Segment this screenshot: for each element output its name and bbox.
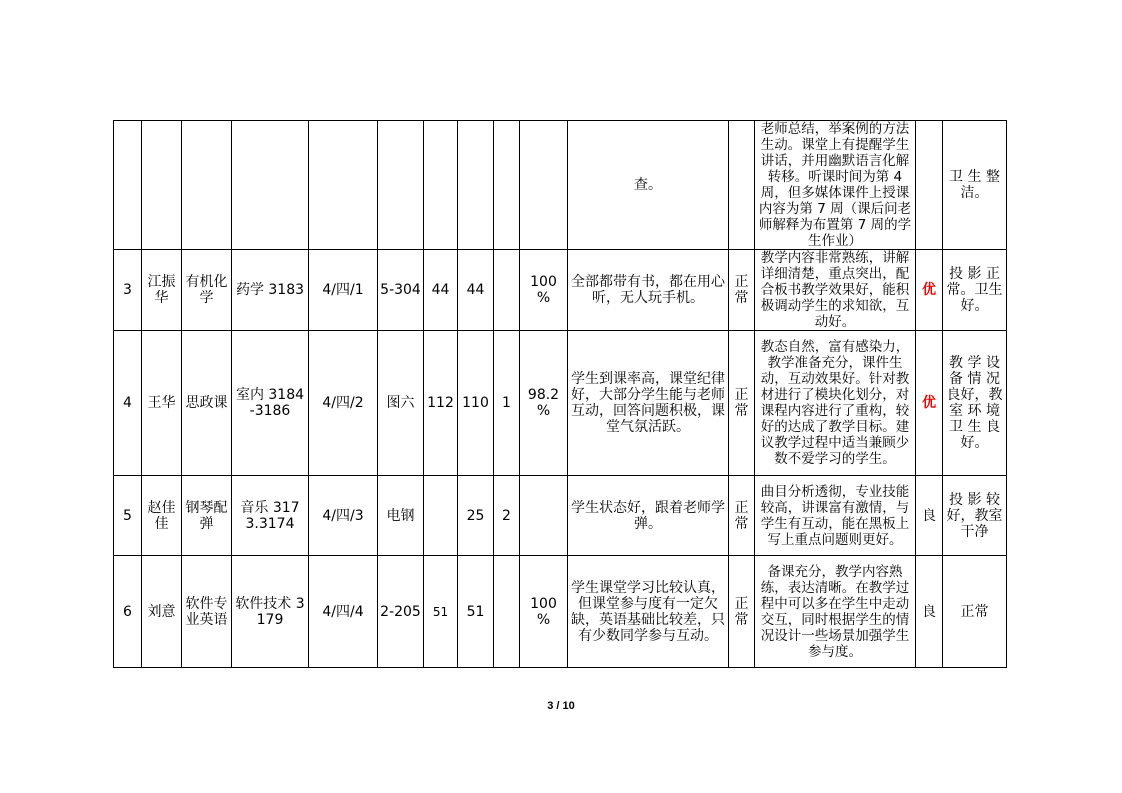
cell-environment: 正常 — [943, 556, 1007, 668]
cell-class: 室内 3184-3186 — [232, 331, 309, 476]
cell-rate — [520, 121, 568, 250]
cell-grade: 优 — [916, 250, 943, 331]
cell-discipline: 查。 — [568, 121, 729, 250]
cell-course: 钢琴配弹 — [182, 476, 232, 556]
table-row — [114, 476, 1007, 556]
cell-expected: 51 — [424, 556, 458, 668]
cell-rate: 100 % — [520, 556, 568, 668]
cell-course — [182, 121, 232, 250]
cell-environment: 投 影 正 常。卫生好。 — [943, 250, 1007, 331]
cell-grade: 良 — [916, 556, 943, 668]
cell-present: 44 — [458, 250, 494, 331]
cell-expected: 44 — [424, 250, 458, 331]
cell-order — [729, 121, 755, 250]
cell-no: 4 — [114, 331, 142, 476]
cell-absent — [494, 121, 520, 250]
cell-present: 25 — [458, 476, 494, 556]
table-row — [114, 250, 1007, 331]
cell-class: 音乐 3173.3174 — [232, 476, 309, 556]
cell-time: 4/四/3 — [309, 476, 378, 556]
cell-grade: 良 — [916, 476, 943, 556]
cell-remark: 老师总结，举案例的方法生动。课堂上有提醒学生讲话，并用幽默语言化解转移。听课时间为第 4 周，但多媒体课件上授课内容为第 7 周（课后问老师解释为布置第 7 周的学生作业） — [755, 121, 916, 250]
cell-course: 软件专业英语 — [182, 556, 232, 668]
cell-absent: 1 — [494, 331, 520, 476]
table-row — [114, 556, 1007, 668]
lecture-evaluation-table — [113, 120, 1007, 668]
cell-order: 正常 — [729, 250, 755, 331]
cell-room: 图六 — [378, 331, 424, 476]
cell-present: 51 — [458, 556, 494, 668]
cell-no — [114, 121, 142, 250]
cell-no: 3 — [114, 250, 142, 331]
cell-discipline: 学生课堂学习比较认真，但课堂参与度有一定欠缺，英语基础比较差，只有少数同学参与互动。 — [568, 556, 729, 668]
cell-teacher: 王华 — [142, 331, 182, 476]
cell-remark: 备课充分，教学内容熟练，表达清晰。在教学过程中可以多在学生中走动交互，同时根据学生的情况设计一些场景加强学生参与度。 — [755, 556, 916, 668]
cell-present: 110 — [458, 331, 494, 476]
cell-order: 正常 — [729, 476, 755, 556]
cell-no: 5 — [114, 476, 142, 556]
cell-time: 4/四/2 — [309, 331, 378, 476]
cell-teacher: 刘意 — [142, 556, 182, 668]
cell-discipline: 学生到课率高，课堂纪律好，大部分学生能与老师互动，回答问题积极，课堂气氛活跃。 — [568, 331, 729, 476]
table-row — [114, 331, 1007, 476]
cell-rate — [520, 476, 568, 556]
table-row-continuation — [114, 121, 1007, 250]
cell-course: 思政课 — [182, 331, 232, 476]
cell-expected: 112 — [424, 331, 458, 476]
cell-room — [378, 121, 424, 250]
cell-grade: 优 — [916, 331, 943, 476]
cell-class: 软件技术 3179 — [232, 556, 309, 668]
cell-absent — [494, 556, 520, 668]
cell-course: 有机化学 — [182, 250, 232, 331]
cell-order: 正常 — [729, 331, 755, 476]
cell-time: 4/四/1 — [309, 250, 378, 331]
cell-time: 4/四/4 — [309, 556, 378, 668]
cell-discipline: 学生状态好，跟着老师学弹。 — [568, 476, 729, 556]
cell-absent — [494, 250, 520, 331]
cell-order: 正常 — [729, 556, 755, 668]
cell-class — [232, 121, 309, 250]
cell-discipline: 全部都带有书，都在用心听，无人玩手机。 — [568, 250, 729, 331]
cell-teacher — [142, 121, 182, 250]
cell-present — [458, 121, 494, 250]
cell-rate: 98.2 % — [520, 331, 568, 476]
cell-room: 电钢 — [378, 476, 424, 556]
cell-absent: 2 — [494, 476, 520, 556]
cell-remark: 教学内容非常熟练，讲解详细清楚，重点突出，配合板书教学效果好，能积极调动学生的求知欲，互动好。 — [755, 250, 916, 331]
cell-environment: 卫 生 整 洁。 — [943, 121, 1007, 250]
cell-teacher: 赵佳佳 — [142, 476, 182, 556]
cell-remark: 教态自然，富有感染力，教学准备充分，课件生动，互动效果好。针对教材进行了模块化划分，对课程内容进行了重构，较好的达成了教学目标。建议教学过程中适当兼顾少数不爱学习的学生。 — [755, 331, 916, 476]
cell-expected — [424, 121, 458, 250]
cell-expected — [424, 476, 458, 556]
cell-environment: 投 影 较 好，教室干净 — [943, 476, 1007, 556]
cell-time — [309, 121, 378, 250]
cell-class: 药学 3183 — [232, 250, 309, 331]
cell-rate: 100 % — [520, 250, 568, 331]
cell-room: 5-304 — [378, 250, 424, 331]
cell-environment: 教 学 设 备 情 况 良好，教室 环 境 卫 生 良好。 — [943, 331, 1007, 476]
cell-grade — [916, 121, 943, 250]
cell-teacher: 江振华 — [142, 250, 182, 331]
cell-room: 2-205 — [378, 556, 424, 668]
cell-no: 6 — [114, 556, 142, 668]
cell-remark: 曲目分析透彻，专业技能较高，讲课富有激情，与学生有互动，能在黑板上写上重点问题则更好。 — [755, 476, 916, 556]
page-number: 3 / 10 — [547, 700, 575, 712]
